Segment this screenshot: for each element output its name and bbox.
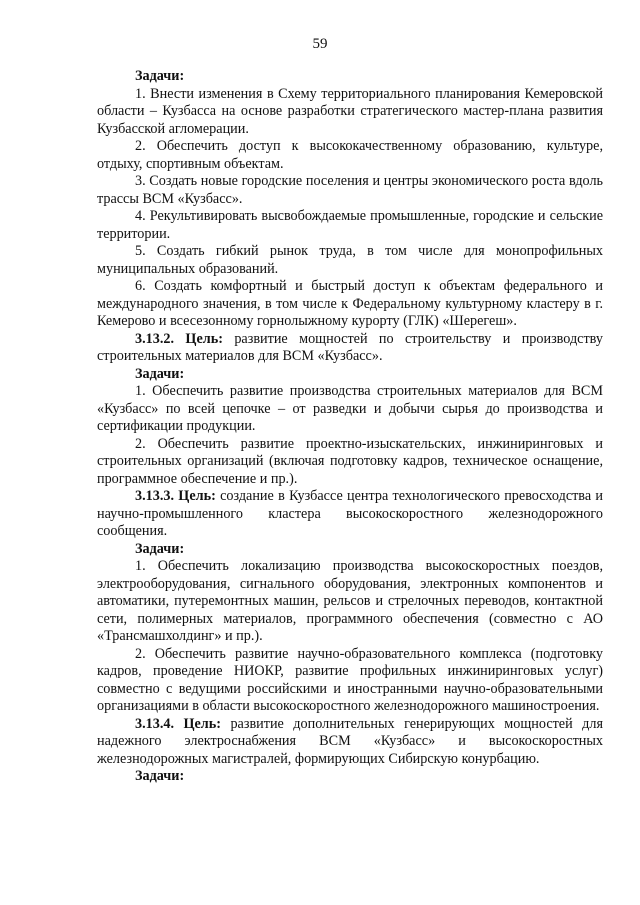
task-item: 1. Внести изменения в Схему территориального планирования Кемеровской области – Кузбасса на основе разработки стратегического мастер-плана развития Кузбасской агломерации.: [97, 85, 603, 137]
goal-label: 3.13.3. Цель:: [135, 488, 216, 504]
goal-label: 3.13.2. Цель:: [135, 330, 223, 347]
page-number: 59: [312, 36, 328, 52]
tasks-heading: Задачи:: [135, 768, 185, 784]
tasks-heading: Задачи:: [135, 68, 185, 84]
task-item: 1. Обеспечить локализацию производства высокоскоростных поездов, электрооборудования, сигнального оборудования, электронных компонентов и автоматики, путеремонтных машин, рельсов и стрелочных переводов, контактной сети, полимерных материалов, программного обеспечения (совместно с АО «Трансмашхолдинг» и пр.).: [97, 558, 603, 644]
goal-text: создание в Кузбассе центра технологического превосходства и научно-промышленного кластера высокоскоростного железнодорожного сообщения.: [97, 488, 603, 539]
task-item: 5. Создать гибкий рынок труда, в том числе для монопрофильных муниципальных образований.: [97, 243, 603, 277]
task-item: 2. Обеспечить развитие научно-образовательного комплекса (подготовку кадров, проведение НИОКР, развитие профильных инжиниринговых услуг) совместно с ведущими российскими и иностранными научно-образовательными организациями в области высокоскоростного железнодорожного машиностроения.: [97, 645, 603, 714]
task-item: 6. Создать комфортный и быстрый доступ к объектам федерального и международного значения, в том числе к Федеральному культурному кластеру в г. Кемерово и всесезонному горнолыжному курорту (ГЛК) «Шерегеш».: [97, 278, 603, 329]
goal-paragraph: [97, 716, 603, 769]
document-body: [97, 68, 603, 786]
tasks-heading: Задачи:: [135, 365, 185, 382]
task-item: 3. Создать новые городские поселения и центры экономического роста вдоль трассы ВСМ «Кузбасс».: [97, 173, 603, 207]
goal-label: 3.13.4. Цель:: [135, 715, 221, 732]
task-item: 1. Обеспечить развитие производства строительных материалов для ВСМ «Кузбасс» по всей цепочке – от разведки и добычи сырья до производства и сертификации продукции.: [97, 383, 603, 434]
goal-text: развитие мощностей по строительству и производству строительных материалов для ВСМ «Кузбасс».: [97, 330, 603, 364]
goal-text: развитие дополнительных генерирующих мощностей для надежного электроснабжения ВСМ «Кузбасс» и высокоскоростных железнодорожных магистралей, формирующих Сибирскую конурбацию.: [97, 715, 603, 767]
task-item: 2. Обеспечить доступ к высококачественному образованию, культуре, отдыху, спортивным объектам.: [97, 138, 603, 172]
task-item: 4. Рекультивировать высвобождаемые промышленные, городские и сельские территории.: [97, 208, 603, 242]
goal-paragraph: [97, 331, 603, 366]
task-item: 2. Обеспечить развитие проектно-изыскательских, инжиниринговых и строительных организаций (включая подготовку кадров, техническое оснащение, программное обеспечение и пр.).: [97, 435, 603, 487]
goal-paragraph: [97, 488, 603, 541]
tasks-heading: Задачи:: [135, 540, 185, 557]
